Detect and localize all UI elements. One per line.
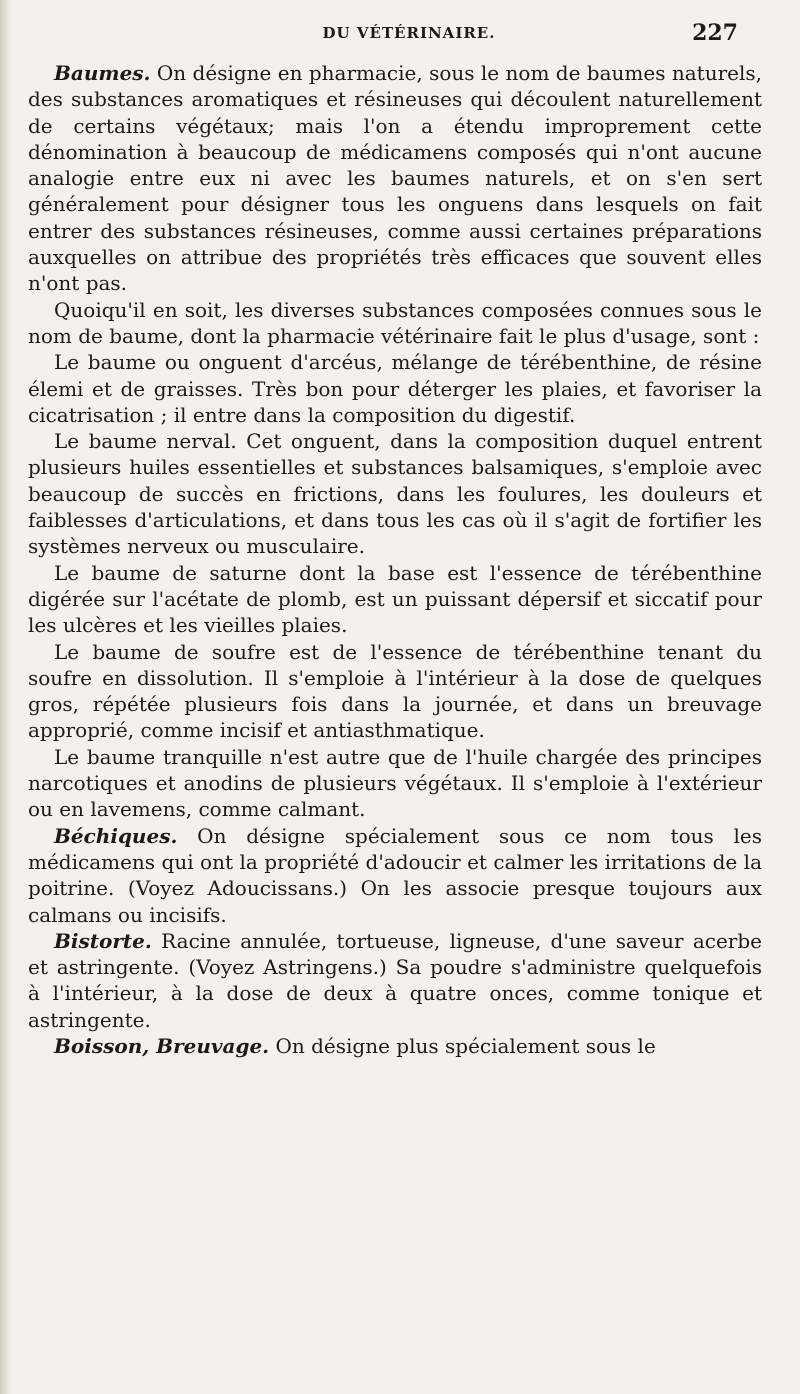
body-text [28, 60, 762, 1059]
paragraph-text: Le baume nerval. Cet onguent, dans la composition duquel entrent plusieurs huiles essentielles et substances balsamiques, s'emploie avec beaucoup de succès en frictions, dans les foulures, les douleurs et faiblesses d'articulations, et dans tous les cas où il s'agit de fortifier les systèmes nerveux ou musculaire. [28, 429, 762, 559]
paragraph-quoiqu-il [28, 297, 762, 350]
paragraph-baumes [28, 60, 762, 297]
paragraph-baume-tranquille [28, 744, 762, 823]
paragraph-baume-nerval [28, 428, 762, 559]
paragraph-text: Racine annulée, tortueuse, ligneuse, d'une saveur acerbe et astringente. (Voyez Astringens.) Sa poudre s'administre quelquefois à l'intérieur, à la dose de deux à quatre onces, comme tonique et astringente. [28, 928, 762, 1032]
paragraph-text: On désigne en pharmacie, sous le nom de baumes naturels, des substances aromatiques et résineuses qui découlent naturellement de certains végétaux; mais l'on a étendu improprement cette dénomination à beaucoup de médicamens composés qui n'ont aucune analogie entre eux ni avec les baumes naturels, et on s'en sert généralement pour désigner tous les onguens dans lesquels on fait entrer des substances résineuses, comme aussi certaines préparations auxquelles on attribue des propriétés très efficaces que souvent elles n'ont pas. [28, 61, 762, 296]
paragraph-bistorte [28, 928, 762, 1033]
paragraph-baume-soufre [28, 639, 762, 744]
paragraph-text: Le baume tranquille n'est autre que de l'huile chargée des principes narcotiques et anodins de plusieurs végétaux. Il s'emploie à l'extérieur ou en lavemens, comme calmant. [28, 744, 762, 822]
paragraph-text: Le baume ou onguent d'arcéus, mélange de térébenthine, de résine élemi et de graisses. Très bon pour déterger les plaies, et favoriser la cicatrisation ; il entre dans la composition du digestif. [28, 350, 762, 427]
paragraph-baume-arceus [28, 349, 762, 428]
paragraph-boisson [28, 1033, 762, 1059]
paragraph-text: On désigne plus spécialement sous le [269, 1033, 656, 1058]
entry-term: Boisson, Breuvage. [54, 1033, 270, 1058]
entry-term: Bistorte. [54, 928, 152, 953]
page-header [80, 20, 738, 50]
paragraph-text: Quoiqu'il en soit, les diverses substances composées connues sous le nom de baume, dont la pharmacie vétérinaire fait le plus d'usage, sont : [28, 297, 762, 348]
paragraph-text: On désigne spécialement sous ce nom tous les médicamens qui ont la propriété d'adoucir et calmer les irritations de la poitrine. (Voyez Adoucissans.) On les associe presque toujours aux calmans ou incisifs. [28, 823, 762, 927]
paragraph-bechiques [28, 823, 762, 928]
binding-gutter [0, 0, 12, 1394]
entry-term: Béchiques. [54, 823, 178, 848]
page-number: 227 [692, 20, 738, 46]
paragraph-baume-saturne [28, 560, 762, 639]
running-head: DU VÉTÉRINAIRE. [322, 24, 496, 42]
paragraph-text: Le baume de soufre est de l'essence de térébenthine tenant du soufre en dissolution. Il s'emploie à l'intérieur à la dose de quelques gros, répétée plusieurs fois dans la journée, et dans un breuvage approprié, comme incisif et antiasthmatique. [28, 639, 762, 743]
entry-term: Baumes. [54, 61, 151, 85]
paragraph-text: Le baume de saturne dont la base est l'essence de térébenthine digérée sur l'acétate de plomb, est un puissant dépersif et siccatif pour les ulcères et les vieilles plaies. [28, 560, 762, 638]
